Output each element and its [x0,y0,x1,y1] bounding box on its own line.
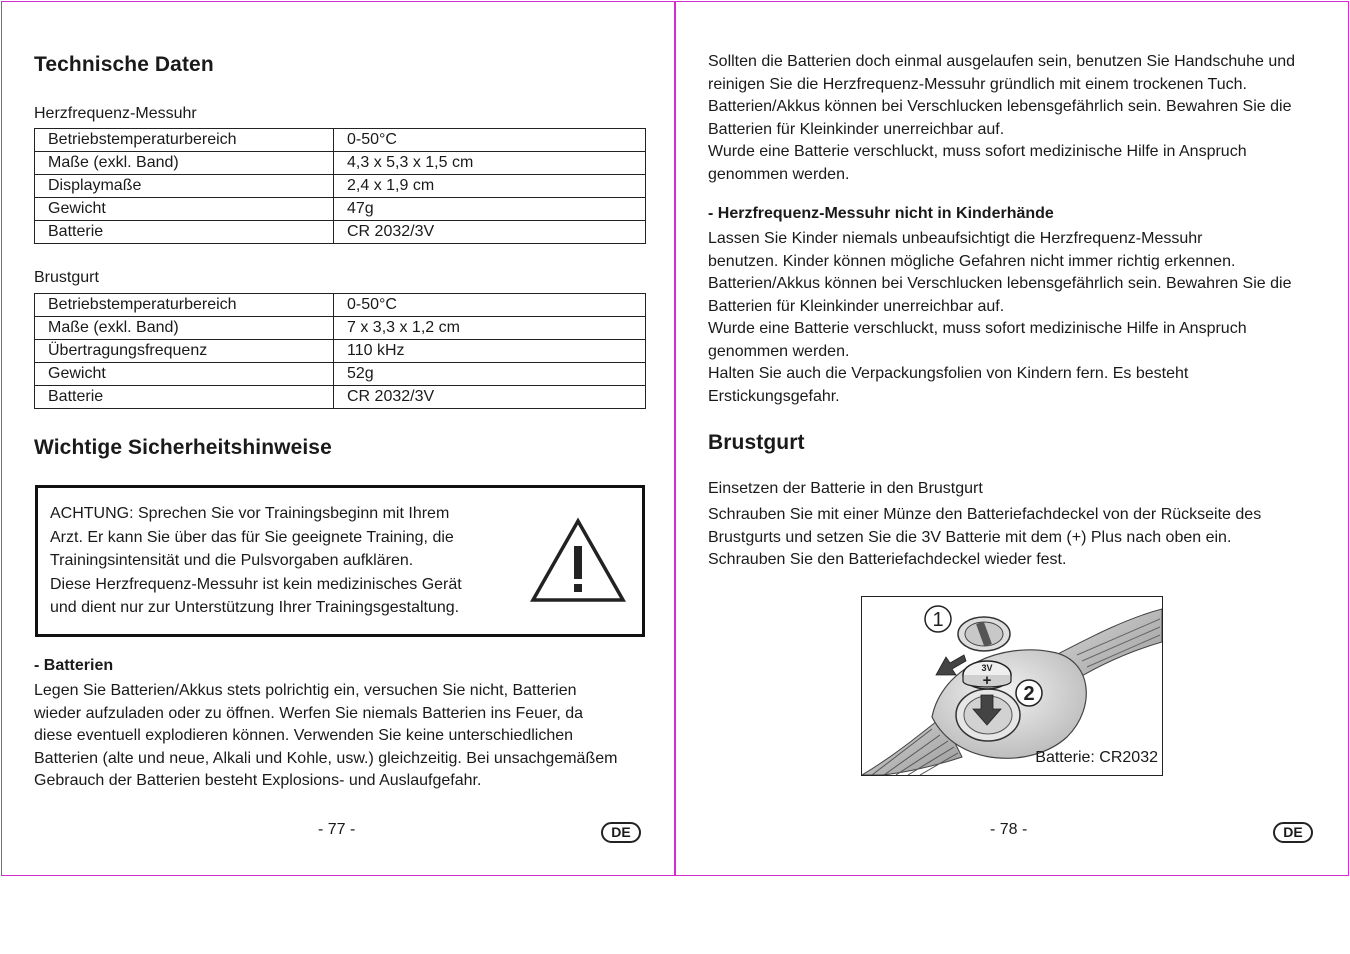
table-row [35,294,646,317]
table-cell: CR 2032/3V [334,386,646,409]
page-left [1,1,675,876]
text-line: Lassen Sie Kinder niemals unbeaufsichtigt die Herzfrequenz-Messuhr [708,230,1203,247]
safety-title: Wichtige Sicherheitshinweise [34,436,332,459]
table-row [35,152,646,175]
battery-insertion-figure [861,596,1163,776]
table-row [35,386,646,409]
table-cell: Maße (exkl. Band) [35,152,334,175]
table1-caption: Herzfrequenz-Messuhr [34,105,197,122]
text-line: genommen werden. [708,165,850,183]
table-cell: Betriebstemperaturbereich [35,294,334,317]
table-row [35,317,646,340]
text-line: Sollten die Batterien doch einmal ausgelaufen sein, benutzen Sie Handschuhe und [708,53,1296,70]
text-line: wieder aufzuladen oder zu öffnen. Werfen Sie niemals Batterien ins Feuer, da [34,704,584,722]
table-cell: Displaymaße [35,175,334,198]
text-line: Wurde eine Batterie verschluckt, muss sofort medizinische Hilfe in Anspruch [708,320,1247,337]
batteries-text [34,680,654,793]
text-line: diese eventuell explodieren können. Verwenden Sie keine unterschiedlichen [34,727,574,744]
text-line: reinigen Sie die Herzfrequenz-Messuhr gründlich mit einem trockenen Tuch. [708,75,1247,93]
table2-caption: Brustgurt [34,269,99,286]
warning-box [35,485,645,637]
step-2-label: 2 [1023,683,1035,705]
kids-heading: - Herzfrequenz-Messuhr nicht in Kinderhände [708,205,1054,222]
warning-line: Diese Herzfrequenz-Messuhr ist kein medizinisches Gerät [50,575,462,593]
table-cell: Batterie [35,221,334,244]
text-line: Batterien (alte und neue, Alkali und Kohle, usw.) gleichzeitig. Bei unsachgemäßem [34,749,618,767]
table-cell: 2,4 x 1,9 cm [334,175,646,198]
table-row [35,363,646,386]
table-row [35,175,646,198]
text-line: Halten Sie auch die Verpackungsfolien von Kindern fern. Es besteht [708,365,1189,382]
warning-line: Trainingsintensität und die Pulsvorgaben aufklären. [50,552,414,569]
warning-triangle-icon [528,516,628,606]
table-cell: 47g [334,198,646,221]
page-right [675,1,1349,876]
text-line: benutzen. Kinder können mögliche Gefahren nicht immer richtig erkennen. [708,252,1236,270]
table-row [35,340,646,363]
table-cell: 52g [334,363,646,386]
text-line: Gebrauch der Batterien besteht Explosions- und Auslaufgefahr. [34,772,482,789]
batteries-heading: - Batterien [34,657,114,674]
text-line: Batterien/Akkus können bei Verschlucken lebensgefährlich sein. Bewahren Sie die [708,98,1292,115]
warning-line: Arzt. Er kann Sie über das für Sie geeignete Training, die [50,528,454,546]
table-row [35,221,646,244]
figure-caption: Batterie: CR2032 [1035,749,1158,766]
spec-table-watch [34,128,646,244]
table-cell: Gewicht [35,363,334,386]
insert-battery-heading: Einsetzen der Batterie in den Brustgurt [708,480,983,497]
table-cell: Übertragungsfrequenz [35,340,334,363]
table-cell: 7 x 3,3 x 1,2 cm [334,317,646,340]
text-line: Schrauben Sie mit einer Münze den Batteriefachdeckel von der Rückseite des [708,506,1262,523]
text-line: genommen werden. [708,342,850,360]
table-cell: Betriebstemperaturbereich [35,129,334,152]
table-cell: Maße (exkl. Band) [35,317,334,340]
table-row [35,198,646,221]
text-line: Batterien für Kleinkinder unerreichbar auf. [708,120,1005,138]
language-badge: DE [1273,822,1313,843]
table-cell: 0-50°C [334,129,646,152]
text-line: Erstickungsgefahr. [708,387,840,405]
text-line: Brustgurts und setzen Sie die 3V Batterie mit dem (+) Plus nach oben ein. [708,528,1232,546]
warning-text [50,502,505,620]
step-1-label: 1 [932,609,944,631]
text-line: Legen Sie Batterien/Akkus stets polrichtig ein, versuchen Sie nicht, Batterien [34,682,577,699]
table-row [35,129,646,152]
warning-line: und dient nur zur Unterstützung Ihrer Trainingsgestaltung. [50,599,460,616]
spec-table-chest-strap [34,293,646,409]
table-cell: Gewicht [35,198,334,221]
text-line: Batterien/Akkus können bei Verschlucken lebensgefährlich sein. Bewahren Sie die [708,275,1292,292]
kids-text [708,228,1328,408]
page-number: - 77 - [318,821,356,838]
text-line: Wurde eine Batterie verschluckt, muss sofort medizinische Hilfe in Anspruch [708,143,1247,160]
page-number: - 78 - [990,821,1028,838]
table-cell: 110 kHz [334,340,646,363]
technical-data-title: Technische Daten [34,53,214,76]
text-line: Schrauben Sie den Batteriefachdeckel wieder fest. [708,551,1067,568]
insert-battery-text [708,504,1328,572]
battery-voltage-label: 3V [981,663,993,673]
language-badge: DE [601,822,641,843]
leak-text [708,51,1328,186]
chest-strap-title: Brustgurt [708,431,805,454]
table-cell: 0-50°C [334,294,646,317]
warning-line: ACHTUNG: Sprechen Sie vor Trainingsbeginn mit Ihrem [50,505,450,522]
battery-plus-label: + [982,672,992,689]
text-line: Batterien für Kleinkinder unerreichbar auf. [708,297,1005,315]
table-cell: 4,3 x 5,3 x 1,5 cm [334,152,646,175]
table-cell: Batterie [35,386,334,409]
table-cell: CR 2032/3V [334,221,646,244]
